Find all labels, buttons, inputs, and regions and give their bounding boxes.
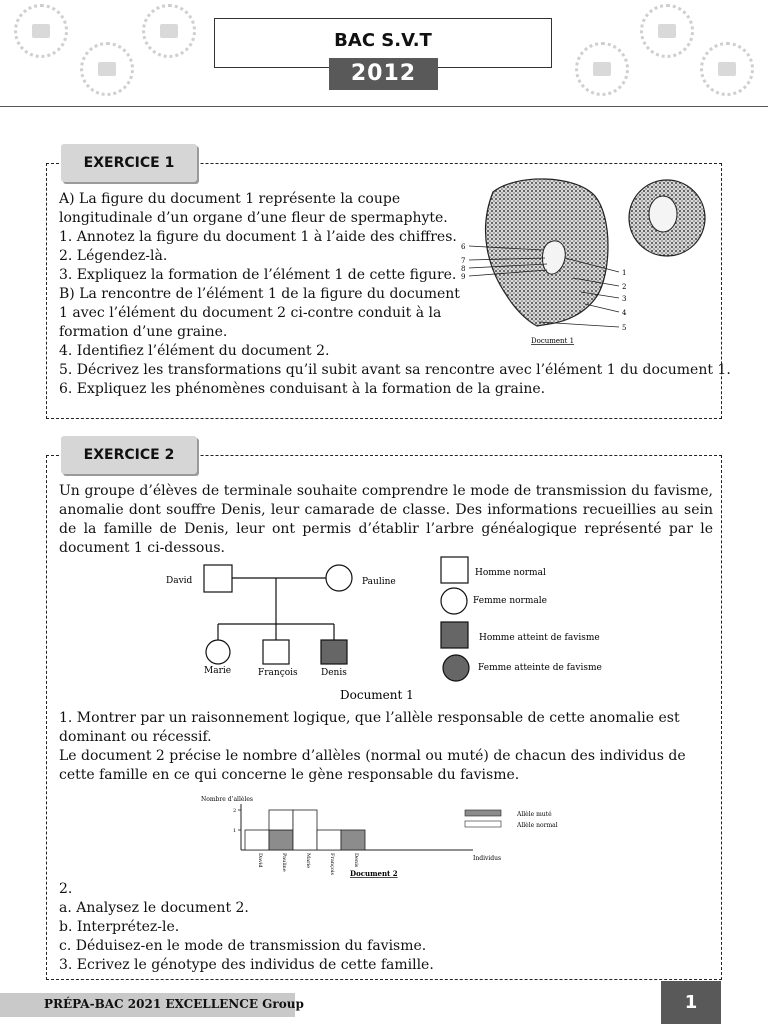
chart-xlabel: Individus (473, 855, 502, 862)
exercise-1-line: 1. Annotez la figure du document 1 à l’aide des chiffres. (59, 229, 457, 245)
chart-category-label: Pauline (281, 853, 287, 872)
page-number: 1 (661, 981, 721, 1024)
question-1: 1. Montrer par un raisonnement logique, que l’allèle responsable de cette anomalie est dominant ou récessif. (59, 710, 680, 745)
question-3: 3. Ecrivez le génotype des individus de cette famille. (59, 957, 434, 973)
francois-symbol (263, 640, 289, 664)
pedigree-tree (150, 554, 630, 706)
question-2c: c. Déduisez-en le mode de transmission du favisme. (59, 938, 427, 954)
exercise-1-line: 5. Décrivez les transformations qu’il subit avant sa rencontre avec l’élément 1 du document 1. (59, 362, 731, 378)
pedigree-caption: Document 1 (340, 688, 414, 702)
figure-caption: Document 1 (531, 337, 575, 345)
legend-label: Homme atteint de favisme (479, 633, 600, 643)
wreath-logo-icon (575, 42, 629, 96)
figure-number: 1 (622, 269, 627, 277)
figure-number: 8 (461, 265, 466, 273)
denis-symbol (321, 640, 347, 664)
figure-number: 9 (461, 273, 466, 281)
denis-label: Denis (321, 668, 347, 678)
legend-affected-woman-symbol (443, 655, 469, 681)
figure-number: 7 (461, 257, 466, 265)
chart-category-label: Denis (353, 853, 359, 868)
question-2b: b. Interprétez-le. (59, 919, 180, 935)
exercise-1-line: 4. Identifiez l’élément du document 2. (59, 343, 330, 359)
pauline-symbol (326, 565, 352, 591)
legend-label: Homme normal (475, 568, 546, 578)
wreath-logo-icon (14, 4, 68, 58)
exercise-1-tab: EXERCICE 1 (61, 144, 197, 182)
exercise-1-line: 3. Expliquez la formation de l’élément 1 de cette figure. (59, 267, 457, 283)
figure-number: 6 (461, 243, 466, 251)
pauline-label: Pauline (362, 577, 396, 587)
exercise-2-tab: EXERCICE 2 (61, 436, 197, 474)
allele-bar-chart (195, 792, 585, 882)
chart-bar (269, 810, 293, 830)
chart-ylabel: Nombre d’allèles (201, 796, 253, 803)
chart-bar (341, 830, 365, 850)
chart-ytick-label: 1 (233, 828, 237, 834)
legend-normal-man-symbol (441, 557, 468, 583)
figure-number: 5 (622, 324, 627, 332)
chart-category-label: François (329, 853, 335, 876)
exercise-1-line: 2. Légendez-là. (59, 248, 168, 264)
chart-category-label: Marie (305, 853, 311, 869)
document-2-intro: Le document 2 précise le nombre d’allèles (normal ou muté) de chacun des individus de cette famille en ce qui concerne le gène responsable du favisme. (59, 748, 686, 783)
wreath-logo-icon (80, 42, 134, 96)
francois-label: François (258, 668, 298, 678)
legend-affected-man-symbol (441, 622, 468, 648)
exercise-1-line: formation d’une graine. (59, 324, 228, 340)
chart-bar (293, 810, 317, 850)
chart-caption: Document 2 (350, 869, 398, 878)
david-symbol (204, 565, 232, 592)
exercise-2-intro: Un groupe d’élèves de terminale souhaite comprendre le mode de transmission du favisme, anomalie dont souffre Denis, leur camarade de classe. Des informations recueillies au sein de la famille de Denis, leur ont permis d’établir l’arbre généalogique représenté par le document 1 ci-dessous. (59, 483, 713, 556)
chart-bar (317, 830, 341, 850)
question-2a: a. Analysez le document 2. (59, 900, 249, 916)
exercise-1-line: longitudinale d’un organe d’une fleur de spermaphyte. (59, 210, 448, 226)
chart-category-label: David (257, 853, 263, 868)
marie-symbol (206, 640, 230, 664)
legend-normal-woman-symbol (441, 588, 467, 614)
pollen-grain-inner (649, 196, 677, 232)
page-title: BAC S.V.T (214, 18, 552, 68)
wreath-logo-icon (142, 4, 196, 58)
exercise-1-line: 6. Expliquez les phénomènes conduisant à la formation de la graine. (59, 381, 546, 397)
legend-label: Femme atteinte de favisme (478, 663, 602, 673)
chart-bar (245, 830, 269, 850)
chart-ytick-label: 2 (233, 808, 237, 814)
ovule-figure (455, 174, 715, 346)
david-label: David (166, 576, 193, 586)
exercise-1-line: A) La figure du document 1 représente la coupe (59, 191, 401, 207)
wreath-logo-icon (700, 42, 754, 96)
figure-number: 4 (622, 309, 627, 317)
question-2: 2. (59, 881, 73, 897)
exercise-1-line: 1 avec l’élément du document 2 ci-contre conduit à la (59, 305, 442, 321)
chart-legend-label: Allèle muté (517, 811, 552, 818)
marie-label: Marie (204, 666, 232, 676)
chart-legend-label: Allèle normal (517, 822, 558, 829)
footer-group: PRÉPA-BAC 2021 EXCELLENCE Group (44, 997, 304, 1011)
exercise-1-line: B) La rencontre de l’élément 1 de la figure du document (59, 286, 460, 302)
legend-normal-swatch (465, 821, 501, 827)
year-badge: 2012 (329, 58, 438, 90)
wreath-logo-icon (640, 4, 694, 58)
figure-number: 2 (622, 283, 627, 291)
figure-number: 3 (622, 295, 627, 303)
chart-bar (269, 830, 293, 850)
legend-mutated-swatch (465, 810, 501, 816)
legend-label: Femme normale (473, 596, 547, 606)
header-band (0, 0, 768, 107)
